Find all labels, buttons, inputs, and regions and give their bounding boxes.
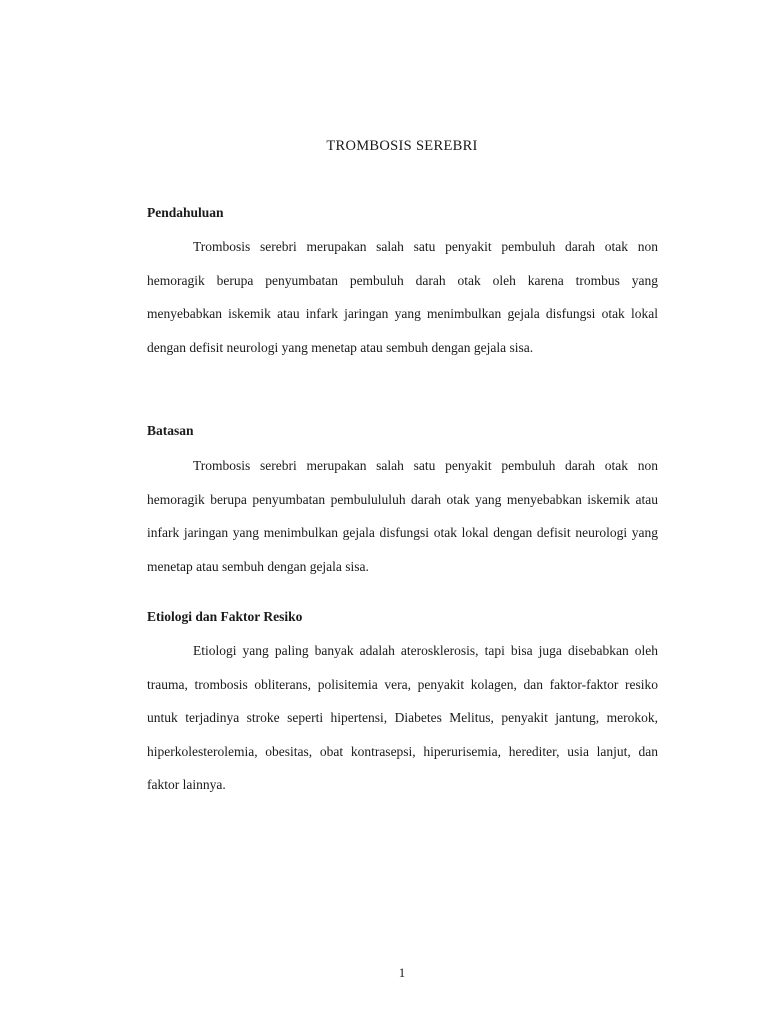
section-heading-pendahuluan: Pendahuluan xyxy=(147,205,224,220)
section-heading-batasan: Batasan xyxy=(147,423,194,438)
section-paragraph-batasan: Trombosis serebri merupakan salah satu penyakit pembuluh darah otak non hemoragik berupa penyumbatan pembulululuh darah otak yang menyebabkan iskemik atau infark jaringan yang menimbulkan gejala disfungsi otak lokal dengan defisit neurologi yang menetap atau sembuh dengan gejala sisa. xyxy=(147,458,658,574)
section-paragraph-pendahuluan: Trombosis serebri merupakan salah satu penyakit pembuluh darah otak non hemoragik berupa penyumbatan pembuluh darah otak oleh karena trombus yang menyebabkan iskemik atau infark jaringan yang menimbulkan gejala disfungsi otak lokal dengan defisit neurologi yang menetap atau sembuh dengan gejala sisa. xyxy=(147,239,658,355)
page-number: 1 xyxy=(398,965,406,980)
section-paragraph-etiologi: Etiologi yang paling banyak adalah aterosklerosis, tapi bisa juga disebabkan oleh trauma, trombosis obliterans, polisitemia vera, penyakit kolagen, dan faktor-faktor resiko untuk terjadinya stroke seperti hipertensi, Diabetes Melitus, penyakit jantung, merokok, hiperkolesterolemia, obesitas, obat kontrasepsi, hiperurisemia, herediter, usia lanjut, dan faktor lainnya. xyxy=(147,643,658,792)
page-title: TROMBOSIS SEREBRI xyxy=(326,138,478,154)
section-heading-etiologi: Etiologi dan Faktor Resiko xyxy=(147,609,303,624)
